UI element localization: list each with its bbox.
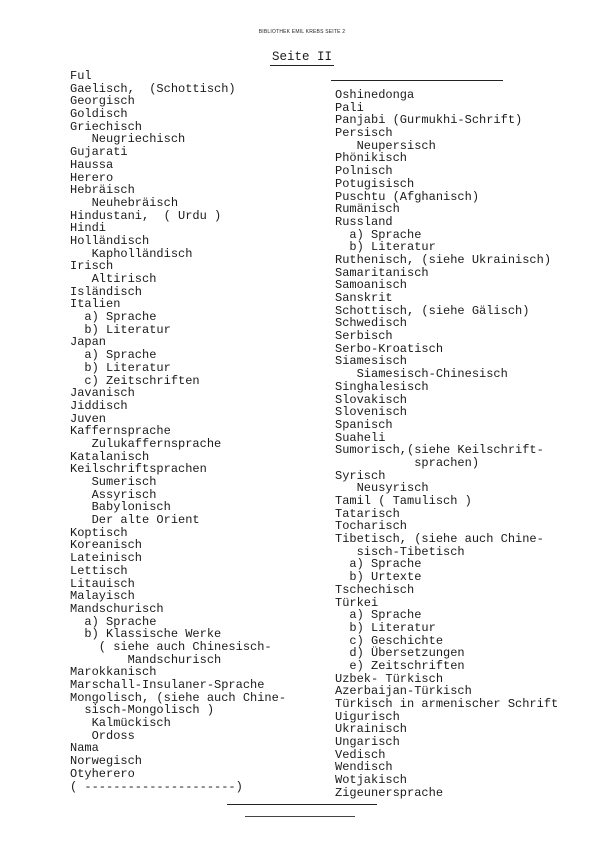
list-item: Norwegisch bbox=[70, 754, 143, 769]
list-item: Ordoss bbox=[70, 728, 135, 743]
list-item: Koreanisch bbox=[70, 538, 143, 553]
list-item: Lettisch bbox=[70, 563, 128, 578]
list-item: b) Urtexte bbox=[335, 570, 422, 585]
list-item: ( ---------------------) bbox=[70, 779, 243, 794]
list-item: Potugisisch bbox=[335, 176, 415, 191]
list-item: Serbo-Kroatisch bbox=[335, 341, 444, 356]
list-item: Haussa bbox=[70, 157, 114, 172]
list-item: b) Literatur bbox=[70, 360, 171, 375]
list-item: c) Geschichte bbox=[335, 633, 444, 648]
list-item: Tatarisch bbox=[335, 506, 400, 521]
list-item: Mandschurisch bbox=[70, 601, 164, 616]
list-item: Puschtu (Afghanisch) bbox=[335, 189, 480, 204]
list-item: Hebräisch bbox=[70, 183, 135, 198]
list-item: Tibetisch, (siehe auch Chine- bbox=[335, 532, 544, 547]
list-item: Jiddisch bbox=[70, 398, 128, 413]
list-item: Marokkanisch bbox=[70, 665, 157, 680]
list-item: Sumerisch bbox=[70, 475, 157, 489]
list-item: Wendisch bbox=[335, 760, 393, 775]
list-item: Persisch bbox=[335, 126, 393, 141]
list-item: Assyrisch bbox=[70, 487, 157, 502]
list-item: Sumorisch,(siehe Keilschrift- bbox=[335, 443, 544, 458]
bottom-rule-secondary bbox=[245, 816, 355, 817]
list-item: Koptisch bbox=[70, 525, 128, 540]
list-item: Neusyrisch bbox=[335, 481, 429, 496]
list-item: Ful bbox=[70, 69, 92, 83]
list-item: b) Literatur bbox=[70, 322, 171, 337]
list-item: Phönikisch bbox=[335, 151, 408, 166]
list-item: Uigurisch bbox=[335, 709, 400, 724]
list-item: sprachen) bbox=[335, 455, 480, 470]
list-item: Neupersisch bbox=[335, 138, 436, 153]
list-item: Tamil ( Tamulisch ) bbox=[335, 494, 472, 508]
list-item: b) Klassische Werke bbox=[70, 627, 222, 642]
list-item: Japan bbox=[70, 335, 107, 350]
list-item: a) Sprache bbox=[335, 608, 422, 623]
list-item: Slovenisch bbox=[335, 405, 408, 420]
list-item: Russland bbox=[335, 214, 393, 229]
list-item: Griechisch bbox=[70, 119, 143, 134]
list-item: Marschall-Insulaner-Sprache bbox=[70, 678, 265, 692]
list-item: Spanisch bbox=[335, 417, 393, 432]
list-item: Schottisch, (siehe Gälisch) bbox=[335, 303, 530, 318]
list-item: Kapholländisch bbox=[70, 246, 193, 261]
list-item: Schwedisch bbox=[335, 316, 408, 331]
list-item: Samaritanisch bbox=[335, 265, 429, 280]
list-item: Wotjakisch bbox=[335, 773, 408, 788]
list-item: e) Zeitschriften bbox=[335, 658, 465, 673]
list-item: Singhalesisch bbox=[335, 379, 429, 394]
list-item: Hindi bbox=[70, 221, 107, 236]
list-item: Kalmückisch bbox=[70, 716, 171, 731]
list-item: Kaffernsprache bbox=[70, 424, 171, 439]
list-item: Italien bbox=[70, 297, 121, 312]
list-item: Zigeunersprache bbox=[335, 785, 444, 800]
list-item: Keilschriftsprachen bbox=[70, 462, 207, 477]
top-rule bbox=[331, 80, 503, 81]
list-item: Georgisch bbox=[70, 94, 135, 109]
list-item: Siamesisch bbox=[335, 354, 408, 369]
list-item: Altirisch bbox=[70, 272, 157, 286]
list-item: Hindustani, ( Urdu ) bbox=[70, 208, 222, 223]
list-item: Holländisch bbox=[70, 233, 150, 248]
list-item: Türkei bbox=[335, 595, 379, 610]
list-item: Goldisch bbox=[70, 107, 128, 122]
list-item: Neuhebräisch bbox=[70, 195, 179, 210]
list-item: Katalanisch bbox=[70, 449, 150, 464]
page-title bbox=[0, 50, 604, 64]
list-item: Oshinedonga bbox=[335, 88, 415, 102]
list-item: Gujarati bbox=[70, 145, 128, 160]
list-item: Siamesisch-Chinesisch bbox=[335, 367, 508, 382]
list-item: Türkisch in armenischer Schrift bbox=[335, 697, 559, 711]
list-item: Gaelisch, (Schottisch) bbox=[70, 81, 236, 96]
list-item: Polnisch bbox=[335, 164, 393, 179]
list-item: Uzbek- Türkisch bbox=[335, 671, 444, 686]
list-item: Herero bbox=[70, 170, 114, 185]
list-item: Serbisch bbox=[335, 329, 393, 344]
list-item: Neugriechisch bbox=[70, 132, 186, 147]
list-item: Syrisch bbox=[335, 468, 386, 483]
list-item: Lateinisch bbox=[70, 551, 143, 566]
list-item: Malayisch bbox=[70, 589, 135, 604]
list-item: Otyherero bbox=[70, 766, 135, 781]
left-column bbox=[70, 70, 320, 793]
list-item: Javanisch bbox=[70, 386, 135, 401]
list-item: Zulukaffernsprache bbox=[70, 436, 222, 451]
bottom-rule bbox=[227, 804, 377, 805]
list-item: Tschechisch bbox=[335, 582, 415, 597]
list-item: sisch-Tibetisch bbox=[335, 544, 465, 559]
list-item: a) Sprache bbox=[335, 227, 422, 242]
list-item: Nama bbox=[70, 741, 99, 756]
page-title-text: Seite II bbox=[271, 50, 332, 64]
list-item: ( siehe auch Chinesisch- bbox=[70, 639, 272, 654]
list-item: a) Sprache bbox=[70, 614, 157, 629]
list-item: Rumänisch bbox=[335, 202, 400, 217]
list-item: b) Literatur bbox=[335, 620, 436, 635]
list-item: Irisch bbox=[70, 259, 114, 274]
list-item: Suaheli bbox=[335, 430, 386, 445]
list-item: a) Sprache bbox=[335, 557, 422, 572]
list-item: Sanskrit bbox=[335, 291, 393, 305]
list-item: Ungarisch bbox=[335, 735, 400, 750]
right-column bbox=[335, 89, 600, 800]
list-item: c) Zeitschriften bbox=[70, 373, 200, 388]
list-item: Azerbaijan-Türkisch bbox=[335, 684, 472, 699]
list-item: d) Übersetzungen bbox=[335, 646, 465, 661]
list-item: Juven bbox=[70, 411, 107, 426]
list-item: Babylonisch bbox=[70, 500, 171, 515]
list-item: Ruthenisch, (siehe Ukrainisch) bbox=[335, 252, 552, 267]
list-item: Isländisch bbox=[70, 284, 143, 299]
list-item: sisch-Mongolisch ) bbox=[70, 703, 215, 718]
list-item: b) Literatur bbox=[335, 240, 436, 255]
list-item: Mongolisch, (siehe auch Chine- bbox=[70, 690, 287, 705]
list-item: Slovakisch bbox=[335, 392, 408, 407]
list-item: Der alte Orient bbox=[70, 513, 200, 528]
list-item: Panjabi (Gurmukhi-Schrift) bbox=[335, 113, 523, 128]
list-item: Mandschurisch bbox=[70, 652, 222, 667]
list-item: a) Sprache bbox=[70, 348, 157, 363]
list-item: Pali bbox=[335, 100, 364, 115]
page-header: BIBLIOTHEK EMIL KREBS SEITE 2 bbox=[258, 29, 346, 35]
list-item: Samoanisch bbox=[335, 278, 408, 293]
list-item: Vedisch bbox=[335, 747, 386, 762]
list-item: Tocharisch bbox=[335, 519, 408, 534]
list-item: Litauisch bbox=[70, 576, 135, 591]
list-item: Ukrainisch bbox=[335, 722, 408, 737]
list-item: a) Sprache bbox=[70, 310, 157, 325]
